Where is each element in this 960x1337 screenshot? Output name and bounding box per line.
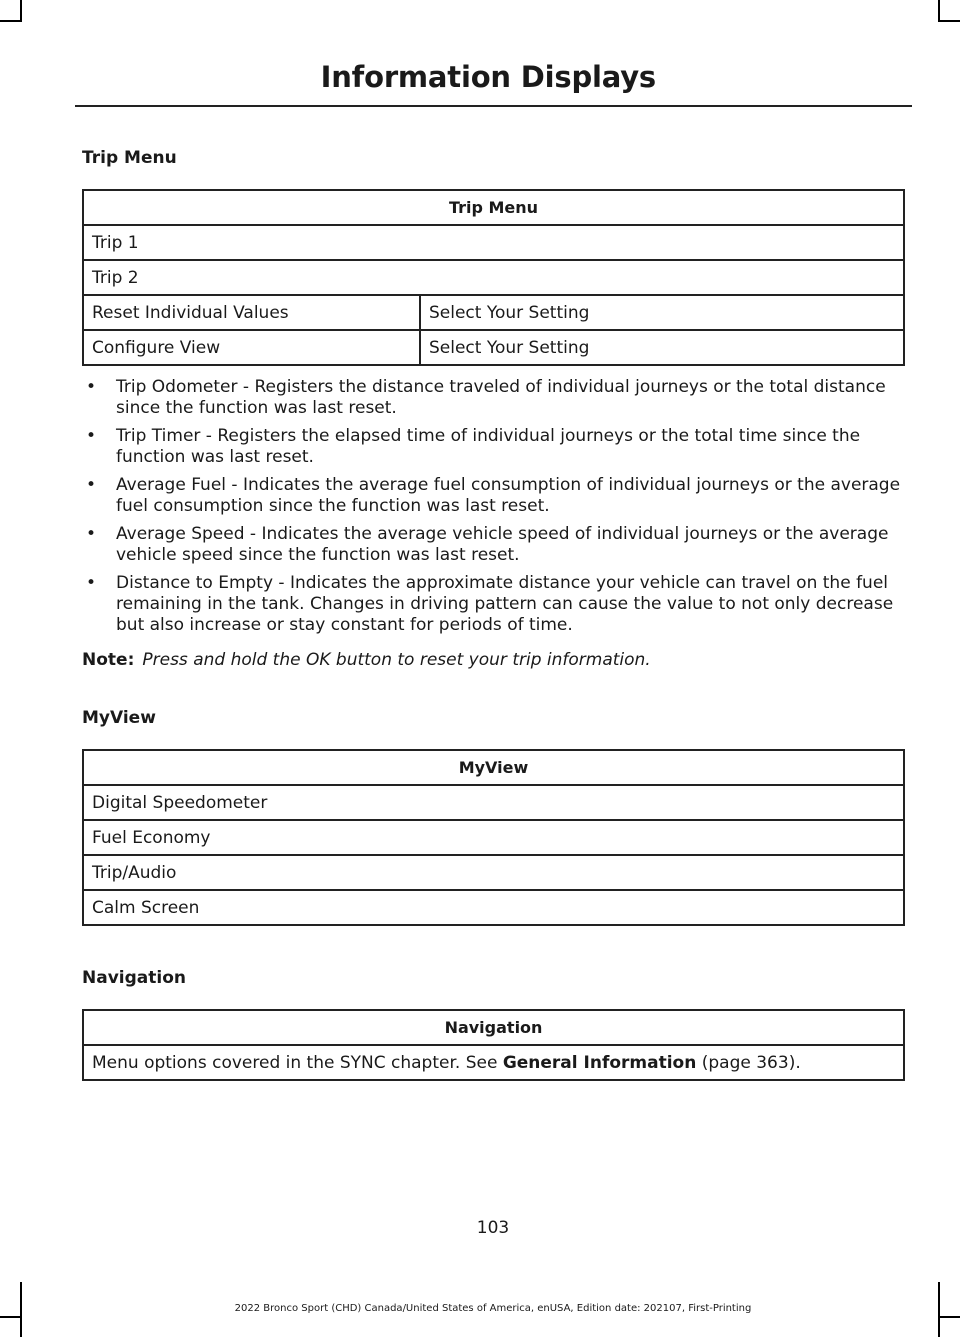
bullet-icon: •	[86, 573, 97, 593]
table-cell: Select Your Setting	[420, 295, 904, 330]
myview-heading: MyView	[82, 708, 156, 728]
table-row	[83, 260, 904, 295]
note-text: Press and hold the OK button to reset your trip information.	[142, 650, 651, 670]
crop-mark	[938, 20, 960, 22]
table-cell: Trip 2	[83, 260, 904, 295]
table-row	[83, 225, 904, 260]
table-cell: Menu options covered in the SYNC chapter. See General Information (page 363).	[83, 1045, 904, 1080]
bullet-icon: •	[86, 475, 97, 495]
list-item: • Average Speed - Indicates the average vehicle speed of individual journeys or the average vehicle speed since the function was last reset.	[86, 524, 889, 565]
navigation-heading: Navigation	[82, 968, 186, 988]
table-cell: Reset Individual Values	[83, 295, 420, 330]
footer-text: 2022 Bronco Sport (CHD) Canada/United States of America, enUSA, Edition date: 202107, First-Printing	[234, 1303, 752, 1314]
crop-mark	[0, 20, 22, 22]
note-label: Note:	[82, 650, 135, 670]
crop-mark	[20, 0, 22, 22]
list-item: • Average Fuel - Indicates the average fuel consumption of individual journeys or the average fuel consumption since the function was last reset.	[86, 475, 901, 516]
table-cell: Select Your Setting	[420, 330, 904, 365]
table-row	[83, 855, 904, 890]
list-item: • Trip Timer - Registers the elapsed time of individual journeys or the total time since the function was last reset.	[86, 426, 861, 467]
list-item: • Trip Odometer - Registers the distance traveled of individual journeys or the total distance since the function was last reset.	[86, 377, 886, 418]
table-cell: Trip 1	[83, 225, 904, 260]
table-cell: Digital Speedometer	[83, 785, 904, 820]
list-item: • Distance to Empty - Indicates the approximate distance your vehicle can travel on the fuel remaining in the tank. Changes in driving pattern can cause the value to not only decrease but also increase or stay constant for periods of time.	[86, 573, 894, 635]
trip-menu-table	[82, 189, 905, 366]
bullet-icon: •	[86, 377, 97, 397]
table-row	[83, 890, 904, 925]
myview-table	[82, 749, 905, 926]
crop-mark	[938, 0, 940, 22]
table-cell: Calm Screen	[83, 890, 904, 925]
table-row	[83, 295, 904, 330]
table-row	[83, 330, 904, 365]
crop-mark	[938, 1316, 960, 1318]
bullet-icon: •	[86, 426, 97, 446]
trip-menu-heading: Trip Menu	[82, 148, 177, 168]
myview-table-title: MyView	[83, 750, 904, 785]
header-divider	[75, 105, 912, 107]
table-row	[83, 820, 904, 855]
page-title: Information Displays	[320, 60, 656, 94]
table-row	[83, 785, 904, 820]
note	[82, 650, 651, 670]
page-number: 103	[476, 1218, 510, 1238]
trip-function-list	[82, 377, 905, 643]
general-information-link[interactable]: General Information	[502, 1052, 697, 1073]
table-cell: Trip/Audio	[83, 855, 904, 890]
trip-menu-table-title: Trip Menu	[83, 190, 904, 225]
navigation-table	[82, 1009, 905, 1081]
table-cell: Fuel Economy	[83, 820, 904, 855]
bullet-icon: •	[86, 524, 97, 544]
table-cell: Configure View	[83, 330, 420, 365]
table-row	[83, 1045, 904, 1080]
navigation-table-title: Navigation	[83, 1010, 904, 1045]
crop-mark	[0, 1316, 22, 1318]
